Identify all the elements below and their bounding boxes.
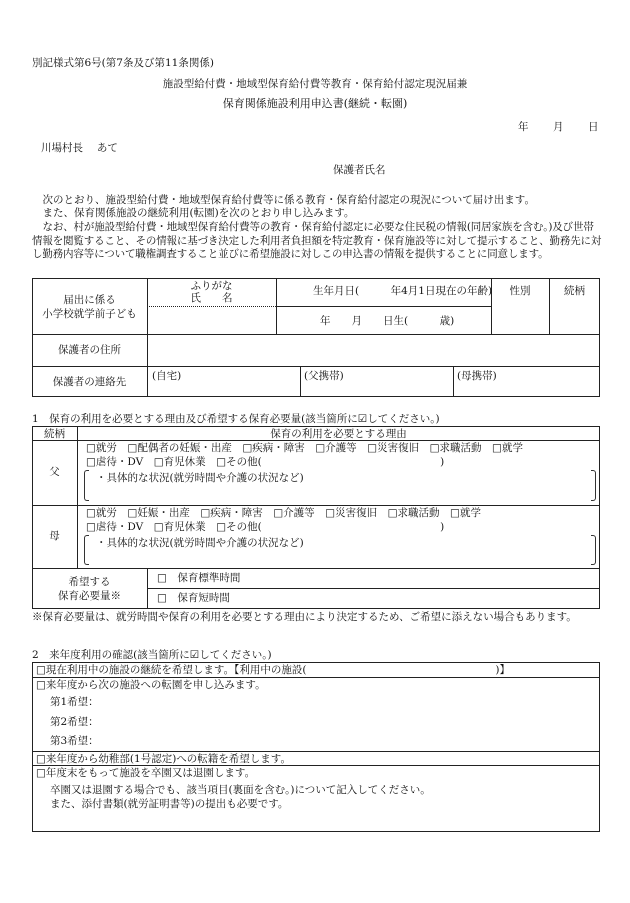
father-label: 父 [49, 466, 60, 478]
reason-column-header: 保育の利用を必要とする理由 [270, 428, 407, 440]
father-detail-bracket-left [84, 470, 89, 501]
childcare-amount-note: ※保育必要量は、就労時間や保育の利用を必要とする理由により決定するため、ご希望に添えない場合もあります。 [32, 611, 577, 623]
first-preference-label: 第1希望： [50, 696, 99, 708]
intro-paragraph-1: 次のとおり、施設型給付費・地域型保育給付費等に係る教育・保育給付認定の現況について届け出ます。 [42, 194, 535, 206]
graduation-withdrawal-option[interactable]: □年度末をもって施設を卒園又は退園します。 [36, 767, 256, 779]
mother-reason-options-2[interactable]: □虐待・DV □育児休業 □その他( ) [86, 521, 445, 533]
transfer-facility-option[interactable]: □来年度から次の施設への転園を申し込みます。 [36, 679, 266, 691]
furigana-label: ふりがな [190, 280, 233, 292]
relationship-header: 続柄 [564, 285, 585, 297]
form-number: 別記様式第6号(第7条及び第11条関係) [32, 57, 214, 69]
form-title-line-1: 施設型給付費・地域型保育給付費等教育・保育給付認定現況届兼 [162, 78, 468, 90]
child-name-label: 氏 名 [190, 292, 233, 304]
mother-reason-options-1[interactable]: □就労 □妊娠・出産 □疾病・障害 □介護等 □災害復旧 □求職活動 □就学 [86, 507, 481, 519]
father-reason-options-2[interactable]: □虐待・DV □育児休業 □その他( ) [86, 456, 445, 468]
birth-date-value: 年 月 日生( 歳) [320, 315, 455, 327]
father-reason-options-1[interactable]: □就労 □配偶者の妊娠・出産 □疾病・障害 □介護等 □災害復旧 □求職活動 □就学 [86, 442, 523, 454]
standard-hours-option[interactable]: □ 保育標準時間 [157, 572, 241, 584]
date-day-label: 日 [588, 121, 599, 133]
intro-paragraph-3: なお、村が施設型給付費・地域型保育給付費等の教育・保育給付認定に必要な住民税の情報(同居家族を含む。)及び世帯情報を閲覧すること、その情報に基づき決定した利用者負担額を特定教育・保育施設等に対して提示すること、勤務先に対し勤務内容等について職権調査すること並びに希望施設に対しこの申込書の情報を提供することに同意します。 [32, 221, 602, 260]
mother-detail-bracket-left [84, 535, 89, 565]
graduation-note-1: 卒園又は退園する場合でも、該当項目(裏面を含む。)について記入してください。 [50, 784, 431, 796]
guardian-address-label: 保護者の住所 [58, 344, 121, 356]
relation-column-header: 続柄 [44, 428, 65, 440]
third-preference-label: 第3希望： [50, 735, 99, 747]
section-2-heading: 2 来年度利用の確認(該当箇所に☑してください。) [32, 649, 272, 661]
intro-paragraph-2: また、保育関係施設の継続利用(転園)を次のとおり申し込みます。 [42, 207, 355, 219]
mother-mobile-label: (母携帯) [457, 370, 497, 382]
graduation-note-2: また、添付書類(就労証明書等)の提出も必要です。 [50, 798, 289, 810]
father-detail-bracket-right [591, 470, 596, 501]
form-title-line-2: 保育関係施設利用申込書(継続・転園) [222, 97, 408, 110]
short-hours-option[interactable]: □ 保育短時間 [157, 592, 230, 604]
home-phone-label: (自宅) [152, 370, 182, 382]
mother-label: 母 [49, 530, 60, 542]
gender-header: 性別 [509, 285, 531, 297]
addressee: 川場村長 あて [41, 142, 118, 154]
mother-detail-label: ・具体的な状況(就労時間や介護の状況など) [96, 537, 304, 549]
father-mobile-label: (父携帯) [304, 370, 344, 382]
guardian-contact-label: 保護者の連絡先 [52, 376, 127, 388]
birth-date-header: 生年月日( 年4月1日現在の年齢) [313, 285, 493, 297]
father-detail-label: ・具体的な状況(就労時間や介護の状況など) [96, 472, 304, 484]
continue-current-facility-option[interactable]: □現在利用中の施設の継続を希望します。【利用中の施設( )】 [36, 664, 511, 676]
date-year-label: 年 [518, 121, 529, 133]
guardian-name-label: 保護者氏名 [333, 164, 386, 176]
mother-detail-bracket-right [591, 535, 596, 565]
second-preference-label: 第2希望： [50, 716, 99, 728]
date-month-label: 月 [553, 121, 564, 133]
child-row-label: 届出に係る 小学校就学前子ども [42, 294, 137, 320]
section-1-heading: 1 保育の利用を必要とする理由及び希望する保育必要量(該当箇所に☑してください。) [32, 413, 440, 425]
childcare-amount-label: 希望する 保育必要量※ [58, 576, 121, 602]
kindergarten-transfer-option[interactable]: □来年度から幼稚部(1号認定)への転籍を希望します。 [36, 753, 291, 765]
